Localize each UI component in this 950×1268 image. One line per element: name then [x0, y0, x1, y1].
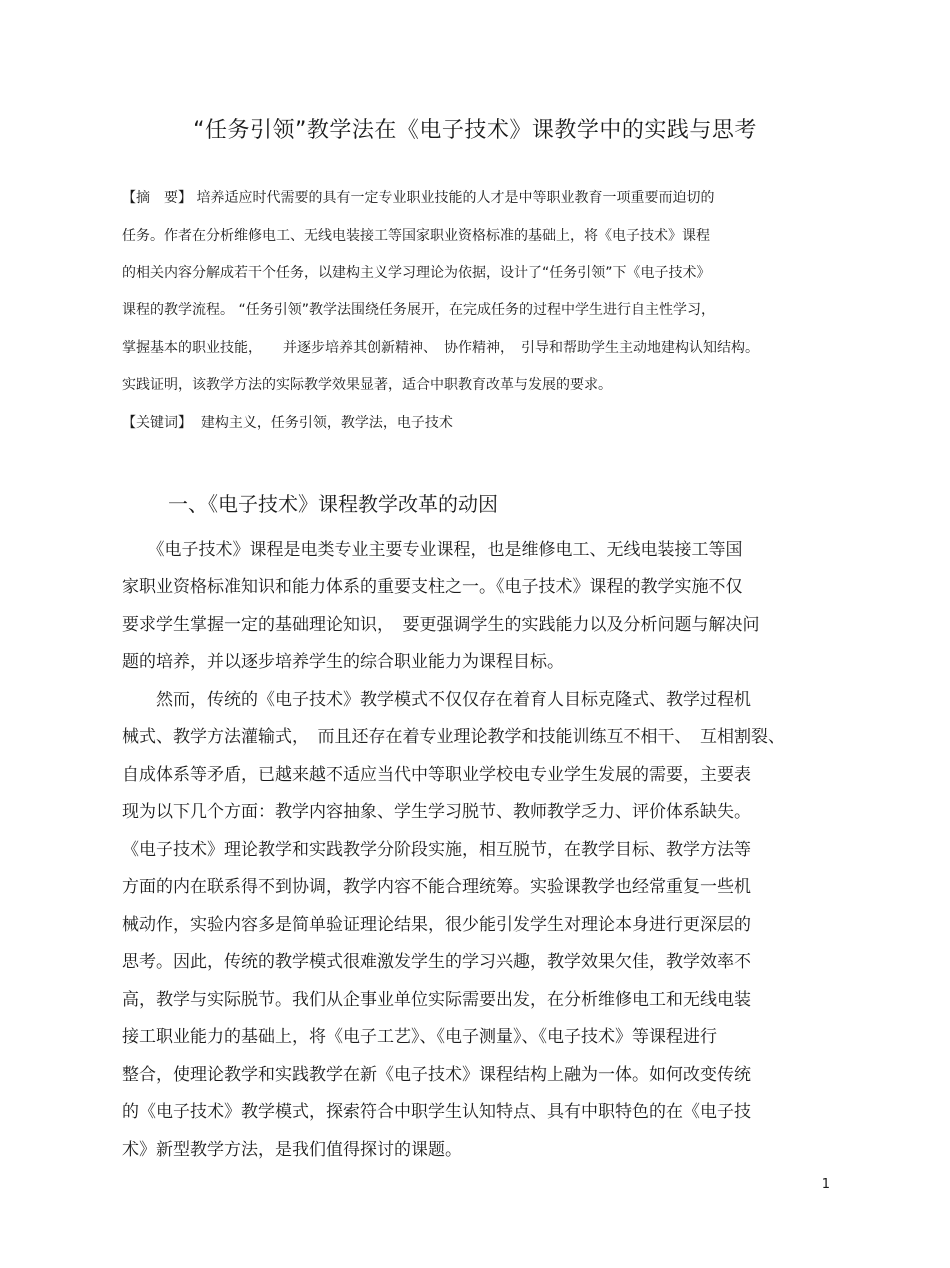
body-line: 家职业资格标准知识和能力体系的重要支柱之一。《电子技术》课程的教学实施不仅 — [122, 577, 743, 597]
paper-title: “任务引领”教学法在《电子技术》课教学中的实践与思考 — [193, 118, 757, 143]
body-line: 然而，传统的《电子技术》教学模式不仅仅存在着育人目标克隆式、教学过程机 — [122, 690, 751, 710]
abstract-line: 任务。作者在分析维修电工、无线电装接工等国家职业资格标准的基础上，将《电子技术》课程 — [122, 228, 710, 244]
body-line: 高，教学与实际脱节。我们从企事业单位实际需要出发，在分析维修电工和无线电装 — [122, 990, 751, 1010]
body-line: 《电子技术》理论教学和实践教学分阶段实施，相互脱节，在教学目标、教学方法等 — [122, 840, 751, 860]
body-line: 接工职业能力的基础上，将《电子工艺》、《电子测量》、《电子技术》等课程进行 — [122, 1027, 717, 1047]
body-line: 思考。因此，传统的教学模式很难激发学生的学习兴趣，教学效果欠佳，教学效率不 — [122, 952, 751, 972]
page-number: 1 — [821, 1177, 830, 1192]
abstract-line: 【摘 要】 培养适应时代需要的具有一定专业职业技能的人才是中等职业教育一项重要而迫切的 — [122, 190, 715, 206]
body-line: 题的培养，并以逐步培养学生的综合职业能力为课程目标。 — [122, 652, 564, 672]
body-line: 要求学生掌握一定的基础理论知识， 要更强调学生的实践能力以及分析问题与解决问 — [122, 615, 760, 635]
abstract-line: 课程的教学流程。 “任务引领”教学法围绕任务展开，在完成任务的过程中学生进行自主性学习， — [122, 302, 715, 318]
body-line: 械动作，实验内容多是简单验证理论结果，很少能引发学生对理论本身进行更深层的 — [122, 915, 751, 935]
body-line: 方面的内在联系得不到协调，教学内容不能合理统筹。实验课教学也经常重复一些机 — [122, 877, 751, 897]
section-heading: 一、《电子技术》课程教学改革的动因 — [168, 492, 498, 516]
body-line: 自成体系等矛盾，已越来越不适应当代中等职业学校电专业学生发展的需要，主要表 — [122, 765, 751, 785]
body-line: 术》新型教学方法，是我们值得探讨的课题。 — [122, 1140, 462, 1160]
body-line: 现为以下几个方面：教学内容抽象、学生学习脱节、教师教学乏力、评价体系缺失。 — [122, 802, 751, 822]
abstract-line: 实践证明，该教学方法的实际教学效果显著，适合中职教育改革与发展的要求。 — [122, 377, 612, 393]
abstract-line: 的相关内容分解成若干个任务，以建构主义学习理论为依据，设计了“任务引领”下《电子技术》 — [122, 265, 711, 281]
body-line: 《电子技术》课程是电类专业主要专业课程，也是维修电工、无线电装接工等国 — [122, 540, 743, 560]
body-line: 的《电子技术》教学模式，探索符合中职学生认知特点、具有中职特色的在《电子技 — [122, 1102, 751, 1122]
body-line: 整合，使理论教学和实践教学在新《电子技术》课程结构上融为一体。如何改变传统 — [122, 1065, 751, 1085]
abstract-line: 掌握基本的职业技能， 并逐步培养其创新精神、 协作精神， 引导和帮助学生主动地建构认知结构。 — [122, 340, 759, 356]
keywords: 【关键词】 建构主义，任务引领，教学法，电子技术 — [122, 415, 453, 431]
body-line: 械式、教学方法灌输式， 而且还存在着专业理论教学和技能训练互不相干、 互相割裂、 — [122, 727, 785, 747]
